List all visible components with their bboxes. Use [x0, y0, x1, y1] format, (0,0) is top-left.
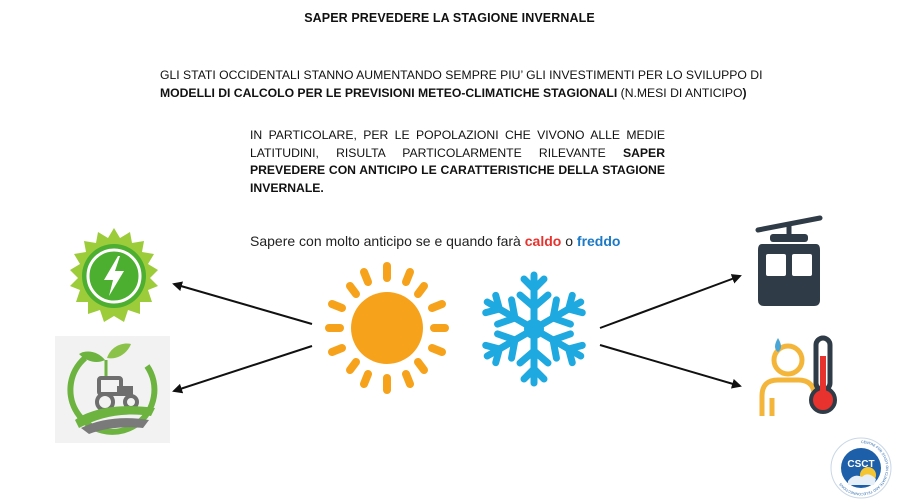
logo-ring-text: CENTRE FOR STUDY ON CLIMATE AND TELECONNECTIONS	[838, 439, 889, 497]
intro-text: GLI STATI OCCIDENTALI STANNO AUMENTANDO SEMPRE PIU’ GLI INVESTIMENTI PER LO SVILUPPO DI	[160, 68, 763, 82]
logo-acronym: CSCT	[847, 459, 875, 470]
tagline-middle: o	[561, 233, 577, 249]
tagline-prefix: Sapere con molto anticipo se e quando farà	[250, 233, 525, 249]
page-title: SAPER PREVEDERE LA STAGIONE INVERNALE	[304, 11, 595, 25]
detail-text: IN PARTICOLARE, PER LE POPOLAZIONI CHE VIVONO ALLE MEDIE LATITUDINI, RISULTA PARTICOLARMENTE RILEVANTE	[250, 128, 665, 160]
detail-bold-text: SAPER PREVEDERE CON ANTICIPO LE CARATTERISTICHE DELLA STAGIONE INVERNALE.	[250, 145, 665, 195]
tagline-hot: caldo	[524, 233, 562, 249]
intro-text-end: (N.MESI DI ANTICIPO	[617, 86, 743, 100]
person-heat-icon	[760, 334, 842, 418]
arrow-to-cable-car	[600, 276, 740, 328]
csct-logo	[830, 437, 892, 499]
intro-bold-text: MODELLI DI CALCOLO PER LE PREVISIONI METEO-CLIMATICHE STAGIONALI	[160, 86, 618, 100]
arrow-to-person	[600, 345, 740, 386]
intro-close-paren: )	[742, 86, 747, 100]
cable-car-icon	[754, 216, 824, 308]
arrow-to-agriculture	[174, 346, 312, 391]
arrow-to-energy	[174, 284, 312, 324]
tagline-cold: freddo	[576, 233, 621, 249]
